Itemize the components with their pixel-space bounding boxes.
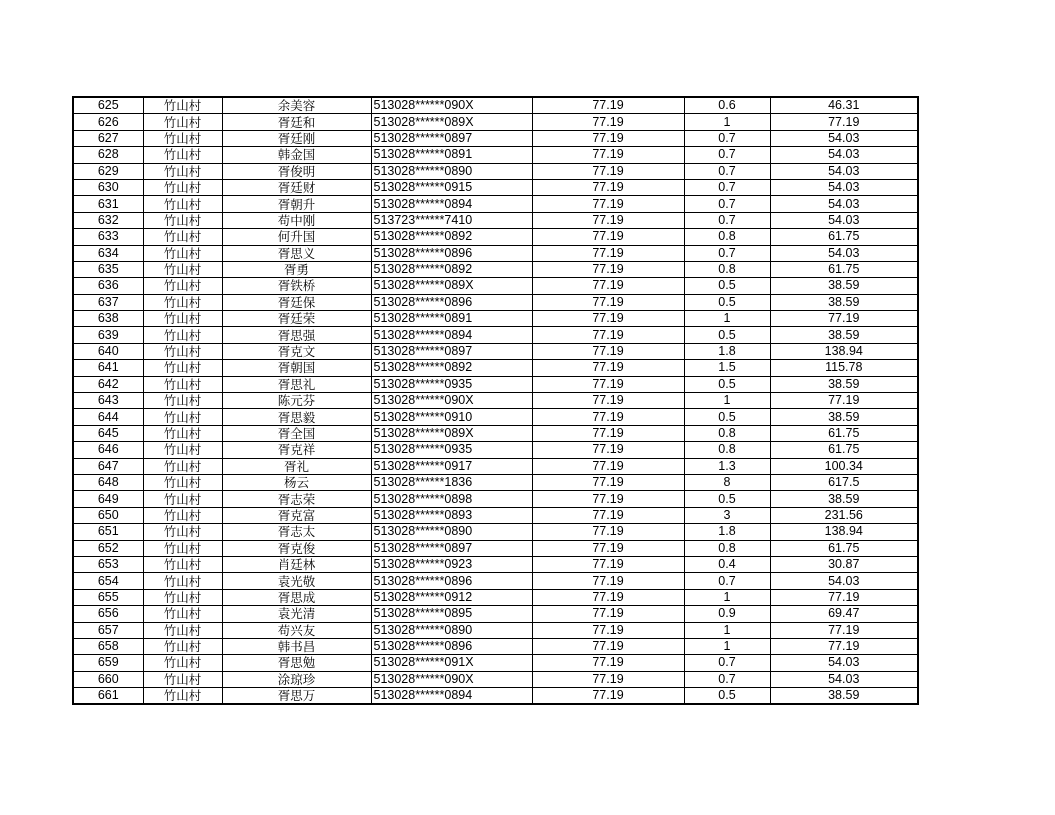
table-row	[73, 196, 918, 212]
cell-row-number: 657	[73, 622, 143, 638]
cell-quantity: 0.6	[684, 97, 770, 114]
cell-name: 胥克富	[222, 507, 371, 523]
cell-row-number: 649	[73, 491, 143, 507]
cell-village: 竹山村	[143, 114, 222, 130]
cell-id-number: 513028******0890	[371, 622, 532, 638]
cell-id-number: 513028******0894	[371, 327, 532, 343]
cell-name: 胥思强	[222, 327, 371, 343]
cell-quantity: 0.7	[684, 130, 770, 146]
cell-standard: 77.19	[532, 474, 684, 490]
cell-standard: 77.19	[532, 278, 684, 294]
cell-name: 胥志荣	[222, 491, 371, 507]
cell-id-number: 513723******7410	[371, 212, 532, 228]
cell-village: 竹山村	[143, 360, 222, 376]
cell-name: 何升国	[222, 229, 371, 245]
cell-village: 竹山村	[143, 393, 222, 409]
cell-village: 竹山村	[143, 130, 222, 146]
cell-standard: 77.19	[532, 556, 684, 572]
cell-village: 竹山村	[143, 261, 222, 277]
cell-row-number: 637	[73, 294, 143, 310]
cell-id-number: 513028******0896	[371, 245, 532, 261]
table-row	[73, 212, 918, 228]
cell-row-number: 655	[73, 589, 143, 605]
cell-id-number: 513028******0891	[371, 311, 532, 327]
cell-row-number: 626	[73, 114, 143, 130]
cell-row-number: 661	[73, 688, 143, 705]
cell-standard: 77.19	[532, 196, 684, 212]
table-row	[73, 425, 918, 441]
cell-id-number: 513028******0935	[371, 442, 532, 458]
cell-quantity: 0.7	[684, 655, 770, 671]
cell-village: 竹山村	[143, 622, 222, 638]
cell-id-number: 513028******0895	[371, 606, 532, 622]
cell-id-number: 513028******089X	[371, 425, 532, 441]
cell-row-number: 627	[73, 130, 143, 146]
cell-village: 竹山村	[143, 196, 222, 212]
cell-amount: 61.75	[770, 229, 918, 245]
cell-id-number: 513028******0896	[371, 294, 532, 310]
cell-quantity: 0.5	[684, 376, 770, 392]
cell-name: 胥思义	[222, 245, 371, 261]
cell-amount: 54.03	[770, 196, 918, 212]
cell-row-number: 630	[73, 179, 143, 195]
table-row	[73, 458, 918, 474]
table-row	[73, 343, 918, 359]
cell-name: 胥思万	[222, 688, 371, 705]
table-row	[73, 327, 918, 343]
cell-village: 竹山村	[143, 474, 222, 490]
cell-name: 胥朝升	[222, 196, 371, 212]
table-row	[73, 507, 918, 523]
cell-row-number: 625	[73, 97, 143, 114]
cell-quantity: 0.7	[684, 196, 770, 212]
cell-row-number: 628	[73, 147, 143, 163]
cell-quantity: 3	[684, 507, 770, 523]
cell-id-number: 513028******0917	[371, 458, 532, 474]
cell-name: 杨云	[222, 474, 371, 490]
cell-amount: 38.59	[770, 491, 918, 507]
cell-id-number: 513028******0894	[371, 688, 532, 705]
cell-village: 竹山村	[143, 638, 222, 654]
cell-quantity: 0.5	[684, 278, 770, 294]
cell-id-number: 513028******0896	[371, 638, 532, 654]
cell-village: 竹山村	[143, 589, 222, 605]
cell-standard: 77.19	[532, 507, 684, 523]
cell-row-number: 656	[73, 606, 143, 622]
cell-name: 胥廷荣	[222, 311, 371, 327]
cell-name: 韩书昌	[222, 638, 371, 654]
table-row	[73, 638, 918, 654]
cell-id-number: 513028******0915	[371, 179, 532, 195]
cell-id-number: 513028******1836	[371, 474, 532, 490]
cell-id-number: 513028******0892	[371, 229, 532, 245]
cell-quantity: 1	[684, 638, 770, 654]
cell-name: 韩金国	[222, 147, 371, 163]
cell-quantity: 0.7	[684, 212, 770, 228]
cell-standard: 77.19	[532, 540, 684, 556]
cell-amount: 617.5	[770, 474, 918, 490]
cell-standard: 77.19	[532, 163, 684, 179]
cell-name: 胥克俊	[222, 540, 371, 556]
cell-amount: 38.59	[770, 376, 918, 392]
cell-quantity: 0.7	[684, 573, 770, 589]
cell-standard: 77.19	[532, 671, 684, 687]
cell-village: 竹山村	[143, 491, 222, 507]
cell-name: 袁光清	[222, 606, 371, 622]
table-row	[73, 606, 918, 622]
cell-village: 竹山村	[143, 212, 222, 228]
cell-row-number: 658	[73, 638, 143, 654]
cell-name: 胥克文	[222, 343, 371, 359]
cell-id-number: 513028******0892	[371, 261, 532, 277]
cell-standard: 77.19	[532, 261, 684, 277]
cell-standard: 77.19	[532, 327, 684, 343]
table-row	[73, 311, 918, 327]
cell-quantity: 1	[684, 589, 770, 605]
cell-name: 胥廷和	[222, 114, 371, 130]
cell-name: 胥志太	[222, 524, 371, 540]
cell-row-number: 653	[73, 556, 143, 572]
cell-village: 竹山村	[143, 311, 222, 327]
cell-id-number: 513028******0897	[371, 343, 532, 359]
cell-village: 竹山村	[143, 179, 222, 195]
cell-village: 竹山村	[143, 343, 222, 359]
cell-amount: 77.19	[770, 393, 918, 409]
cell-id-number: 513028******0897	[371, 130, 532, 146]
table-row	[73, 147, 918, 163]
cell-village: 竹山村	[143, 688, 222, 705]
cell-village: 竹山村	[143, 606, 222, 622]
cell-village: 竹山村	[143, 327, 222, 343]
cell-amount: 54.03	[770, 573, 918, 589]
cell-amount: 61.75	[770, 261, 918, 277]
cell-quantity: 0.7	[684, 245, 770, 261]
cell-id-number: 513028******0892	[371, 360, 532, 376]
cell-standard: 77.19	[532, 179, 684, 195]
cell-id-number: 513028******090X	[371, 671, 532, 687]
cell-name: 胥廷保	[222, 294, 371, 310]
cell-row-number: 635	[73, 261, 143, 277]
cell-standard: 77.19	[532, 589, 684, 605]
table-row	[73, 294, 918, 310]
cell-village: 竹山村	[143, 425, 222, 441]
cell-quantity: 0.8	[684, 425, 770, 441]
cell-village: 竹山村	[143, 573, 222, 589]
cell-id-number: 513028******091X	[371, 655, 532, 671]
cell-quantity: 0.7	[684, 671, 770, 687]
table-row	[73, 245, 918, 261]
table-row	[73, 278, 918, 294]
table-row	[73, 474, 918, 490]
cell-quantity: 0.8	[684, 540, 770, 556]
cell-id-number: 513028******0898	[371, 491, 532, 507]
cell-amount: 61.75	[770, 425, 918, 441]
cell-name: 胥礼	[222, 458, 371, 474]
cell-row-number: 644	[73, 409, 143, 425]
table-row	[73, 97, 918, 114]
cell-name: 胥廷财	[222, 179, 371, 195]
cell-village: 竹山村	[143, 556, 222, 572]
cell-id-number: 513028******0890	[371, 163, 532, 179]
cell-row-number: 654	[73, 573, 143, 589]
cell-name: 胥克祥	[222, 442, 371, 458]
cell-standard: 77.19	[532, 442, 684, 458]
cell-row-number: 639	[73, 327, 143, 343]
cell-standard: 77.19	[532, 622, 684, 638]
cell-amount: 38.59	[770, 409, 918, 425]
cell-standard: 77.19	[532, 655, 684, 671]
table-row	[73, 179, 918, 195]
cell-id-number: 513028******0896	[371, 573, 532, 589]
cell-quantity: 1	[684, 114, 770, 130]
cell-quantity: 1.8	[684, 343, 770, 359]
cell-standard: 77.19	[532, 245, 684, 261]
cell-standard: 77.19	[532, 294, 684, 310]
cell-amount: 54.03	[770, 671, 918, 687]
cell-standard: 77.19	[532, 212, 684, 228]
cell-quantity: 1	[684, 622, 770, 638]
cell-village: 竹山村	[143, 540, 222, 556]
cell-name: 胥思礼	[222, 376, 371, 392]
cell-standard: 77.19	[532, 229, 684, 245]
table-row	[73, 261, 918, 277]
cell-row-number: 646	[73, 442, 143, 458]
cell-row-number: 641	[73, 360, 143, 376]
cell-id-number: 513028******0893	[371, 507, 532, 523]
cell-row-number: 634	[73, 245, 143, 261]
cell-standard: 77.19	[532, 360, 684, 376]
cell-amount: 54.03	[770, 147, 918, 163]
cell-quantity: 0.7	[684, 147, 770, 163]
cell-village: 竹山村	[143, 229, 222, 245]
cell-village: 竹山村	[143, 278, 222, 294]
cell-name: 胥俊明	[222, 163, 371, 179]
table-row	[73, 556, 918, 572]
cell-amount: 54.03	[770, 179, 918, 195]
cell-amount: 30.87	[770, 556, 918, 572]
cell-amount: 38.59	[770, 278, 918, 294]
cell-amount: 231.56	[770, 507, 918, 523]
cell-name: 胥全国	[222, 425, 371, 441]
cell-village: 竹山村	[143, 163, 222, 179]
cell-standard: 77.19	[532, 147, 684, 163]
cell-amount: 100.34	[770, 458, 918, 474]
cell-name: 苟中刚	[222, 212, 371, 228]
cell-id-number: 513028******0891	[371, 147, 532, 163]
table-row	[73, 360, 918, 376]
cell-standard: 77.19	[532, 491, 684, 507]
cell-quantity: 0.7	[684, 179, 770, 195]
table-row	[73, 376, 918, 392]
cell-id-number: 513028******0897	[371, 540, 532, 556]
cell-standard: 77.19	[532, 376, 684, 392]
cell-amount: 115.78	[770, 360, 918, 376]
subsidy-table	[72, 96, 919, 705]
cell-village: 竹山村	[143, 524, 222, 540]
cell-standard: 77.19	[532, 425, 684, 441]
cell-row-number: 645	[73, 425, 143, 441]
cell-row-number: 650	[73, 507, 143, 523]
cell-standard: 77.19	[532, 393, 684, 409]
cell-amount: 38.59	[770, 327, 918, 343]
table-row	[73, 163, 918, 179]
cell-name: 胥思成	[222, 589, 371, 605]
cell-amount: 77.19	[770, 638, 918, 654]
cell-quantity: 1	[684, 393, 770, 409]
cell-quantity: 0.8	[684, 442, 770, 458]
cell-amount: 54.03	[770, 655, 918, 671]
subsidy-table-sheet	[72, 96, 917, 705]
cell-quantity: 0.8	[684, 261, 770, 277]
cell-row-number: 631	[73, 196, 143, 212]
cell-name: 胥朝国	[222, 360, 371, 376]
cell-quantity: 0.7	[684, 163, 770, 179]
cell-name: 涂琼珍	[222, 671, 371, 687]
cell-village: 竹山村	[143, 458, 222, 474]
cell-id-number: 513028******0912	[371, 589, 532, 605]
cell-name: 陈元芬	[222, 393, 371, 409]
cell-standard: 77.19	[532, 458, 684, 474]
cell-village: 竹山村	[143, 507, 222, 523]
cell-row-number: 640	[73, 343, 143, 359]
cell-quantity: 0.5	[684, 327, 770, 343]
cell-row-number: 642	[73, 376, 143, 392]
cell-id-number: 513028******090X	[371, 393, 532, 409]
cell-row-number: 629	[73, 163, 143, 179]
table-row	[73, 688, 918, 705]
cell-quantity: 8	[684, 474, 770, 490]
table-row	[73, 393, 918, 409]
cell-quantity: 0.9	[684, 606, 770, 622]
cell-amount: 69.47	[770, 606, 918, 622]
table-row	[73, 671, 918, 687]
cell-row-number: 652	[73, 540, 143, 556]
cell-amount: 77.19	[770, 622, 918, 638]
cell-quantity: 1	[684, 311, 770, 327]
table-row	[73, 540, 918, 556]
cell-standard: 77.19	[532, 688, 684, 705]
table-row	[73, 442, 918, 458]
cell-standard: 77.19	[532, 606, 684, 622]
cell-village: 竹山村	[143, 97, 222, 114]
cell-name: 余美容	[222, 97, 371, 114]
table-row	[73, 491, 918, 507]
cell-quantity: 0.5	[684, 688, 770, 705]
cell-village: 竹山村	[143, 655, 222, 671]
cell-id-number: 513028******0923	[371, 556, 532, 572]
cell-amount: 54.03	[770, 163, 918, 179]
cell-name: 袁光敬	[222, 573, 371, 589]
cell-amount: 77.19	[770, 114, 918, 130]
cell-row-number: 659	[73, 655, 143, 671]
cell-id-number: 513028******0890	[371, 524, 532, 540]
cell-amount: 54.03	[770, 130, 918, 146]
cell-village: 竹山村	[143, 245, 222, 261]
cell-standard: 77.19	[532, 573, 684, 589]
cell-village: 竹山村	[143, 409, 222, 425]
cell-name: 苟兴友	[222, 622, 371, 638]
cell-standard: 77.19	[532, 638, 684, 654]
cell-village: 竹山村	[143, 671, 222, 687]
cell-amount: 138.94	[770, 524, 918, 540]
cell-name: 胥思勉	[222, 655, 371, 671]
cell-amount: 138.94	[770, 343, 918, 359]
cell-standard: 77.19	[532, 130, 684, 146]
cell-name: 胥勇	[222, 261, 371, 277]
cell-amount: 54.03	[770, 212, 918, 228]
cell-row-number: 638	[73, 311, 143, 327]
cell-amount: 38.59	[770, 294, 918, 310]
cell-amount: 46.31	[770, 97, 918, 114]
cell-row-number: 636	[73, 278, 143, 294]
table-row	[73, 409, 918, 425]
cell-name: 胥铁桥	[222, 278, 371, 294]
cell-village: 竹山村	[143, 147, 222, 163]
cell-amount: 61.75	[770, 540, 918, 556]
table-row	[73, 655, 918, 671]
cell-amount: 77.19	[770, 311, 918, 327]
cell-row-number: 648	[73, 474, 143, 490]
cell-quantity: 0.5	[684, 409, 770, 425]
cell-id-number: 513028******0894	[371, 196, 532, 212]
cell-name: 胥思毅	[222, 409, 371, 425]
cell-row-number: 633	[73, 229, 143, 245]
cell-quantity: 1.8	[684, 524, 770, 540]
cell-standard: 77.19	[532, 524, 684, 540]
table-row	[73, 114, 918, 130]
cell-id-number: 513028******090X	[371, 97, 532, 114]
table-row	[73, 589, 918, 605]
table-row	[73, 130, 918, 146]
cell-name: 胥廷刚	[222, 130, 371, 146]
cell-amount: 54.03	[770, 245, 918, 261]
cell-id-number: 513028******089X	[371, 114, 532, 130]
table-row	[73, 573, 918, 589]
cell-id-number: 513028******0910	[371, 409, 532, 425]
cell-name: 肖廷林	[222, 556, 371, 572]
cell-amount: 38.59	[770, 688, 918, 705]
cell-id-number: 513028******089X	[371, 278, 532, 294]
cell-quantity: 0.8	[684, 229, 770, 245]
cell-village: 竹山村	[143, 442, 222, 458]
cell-standard: 77.19	[532, 97, 684, 114]
cell-quantity: 1.5	[684, 360, 770, 376]
cell-quantity: 1.3	[684, 458, 770, 474]
cell-quantity: 0.5	[684, 491, 770, 507]
cell-amount: 77.19	[770, 589, 918, 605]
cell-village: 竹山村	[143, 294, 222, 310]
table-row	[73, 622, 918, 638]
cell-row-number: 632	[73, 212, 143, 228]
cell-row-number: 651	[73, 524, 143, 540]
table-row	[73, 229, 918, 245]
cell-standard: 77.19	[532, 114, 684, 130]
cell-row-number: 647	[73, 458, 143, 474]
cell-standard: 77.19	[532, 343, 684, 359]
table-row	[73, 524, 918, 540]
cell-standard: 77.19	[532, 311, 684, 327]
cell-village: 竹山村	[143, 376, 222, 392]
cell-id-number: 513028******0935	[371, 376, 532, 392]
table-body	[73, 97, 918, 704]
cell-amount: 61.75	[770, 442, 918, 458]
cell-quantity: 0.4	[684, 556, 770, 572]
cell-quantity: 0.5	[684, 294, 770, 310]
cell-standard: 77.19	[532, 409, 684, 425]
cell-row-number: 660	[73, 671, 143, 687]
cell-row-number: 643	[73, 393, 143, 409]
